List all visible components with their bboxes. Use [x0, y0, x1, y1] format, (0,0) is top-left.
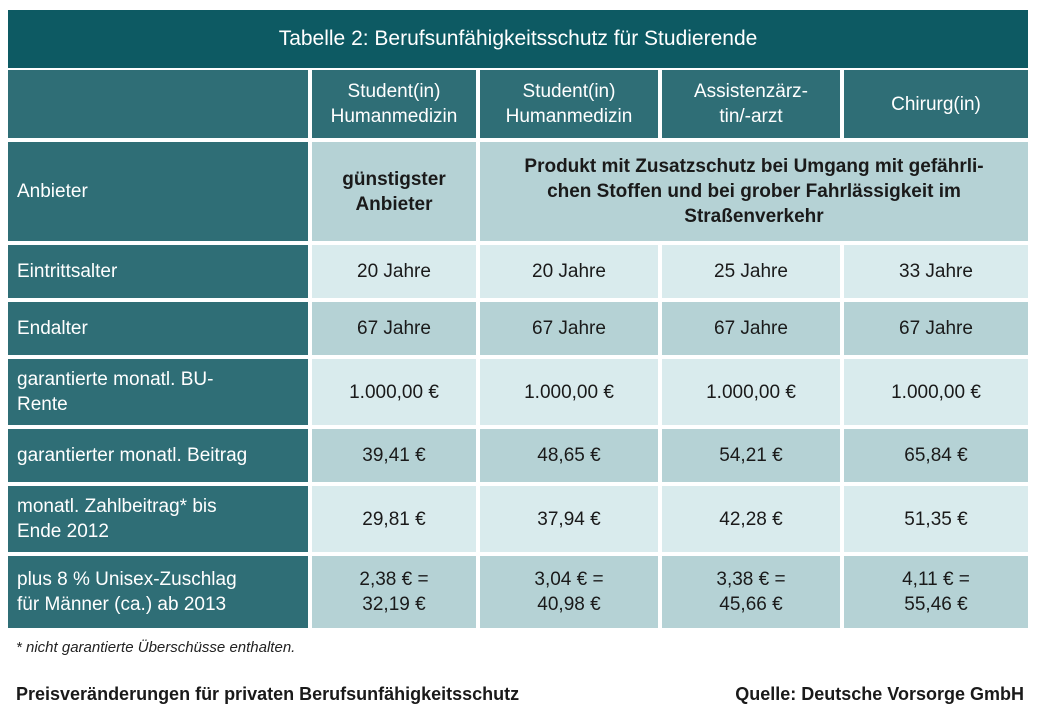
row-label-payment-premium: monatl. Zahlbeitrag* bis Ende 2012: [8, 486, 308, 552]
table-cell: 1.000,00 €: [312, 359, 476, 425]
table-cell: 65,84 €: [844, 429, 1028, 482]
table-cell: 1.000,00 €: [844, 359, 1028, 425]
table-cell: 48,65 €: [480, 429, 658, 482]
table-cell: 37,94 €: [480, 486, 658, 552]
column-header: Chirurg(in): [844, 70, 1028, 138]
footnote: * nicht garantierte Überschüsse enthalten.: [16, 639, 296, 656]
row-label-entry-age: Eintrittsalter: [8, 245, 308, 298]
table-cell: 3,38 € = 45,66 €: [662, 556, 840, 628]
column-header: Assistenzärz- tin/-arzt: [662, 70, 840, 138]
table-cell: 20 Jahre: [312, 245, 476, 298]
table-cell: 39,41 €: [312, 429, 476, 482]
table-cell: 33 Jahre: [844, 245, 1028, 298]
table-cell: 4,11 € = 55,46 €: [844, 556, 1028, 628]
column-header: Student(in) Humanmedizin: [480, 70, 658, 138]
table-cell: 2,38 € = 32,19 €: [312, 556, 476, 628]
table-cell: 25 Jahre: [662, 245, 840, 298]
provider-product-description: Produkt mit Zusatzschutz bei Umgang mit gefährli- chen Stoffen und bei grober Fahrlässigkeit im Straßenverkehr: [480, 142, 1028, 241]
table-cell: 67 Jahre: [480, 302, 658, 355]
table-cell: 67 Jahre: [844, 302, 1028, 355]
table-cell: 54,21 €: [662, 429, 840, 482]
source-credit: Quelle: Deutsche Vorsorge GmbH: [735, 684, 1024, 704]
table-cell: 1.000,00 €: [662, 359, 840, 425]
provider-cheapest: günstigster Anbieter: [312, 142, 476, 241]
table-cell: 42,28 €: [662, 486, 840, 552]
row-label-bu-pension: garantierte monatl. BU- Rente: [8, 359, 308, 425]
table-cell: 20 Jahre: [480, 245, 658, 298]
table-cell: 67 Jahre: [662, 302, 840, 355]
table-cell: 67 Jahre: [312, 302, 476, 355]
table-cell: 29,81 €: [312, 486, 476, 552]
table-cell: 3,04 € = 40,98 €: [480, 556, 658, 628]
caption: Preisveränderungen für privaten Berufsunfähigkeitsschutz: [16, 684, 520, 704]
table-cell: 1.000,00 €: [480, 359, 658, 425]
row-label-end-age: Endalter: [8, 302, 308, 355]
insurance-table: [8, 10, 1028, 628]
table-title: Tabelle 2: Berufsunfähigkeitsschutz für Studierende: [8, 10, 1028, 68]
row-label-provider: Anbieter: [8, 142, 308, 241]
table-cell: 51,35 €: [844, 486, 1028, 552]
header-corner-cell: [8, 70, 308, 138]
row-label-unisex-surcharge: plus 8 % Unisex-Zuschlag für Männer (ca.) ab 2013: [8, 556, 308, 628]
row-label-guaranteed-premium: garantierter monatl. Beitrag: [8, 429, 308, 482]
column-header: Student(in) Humanmedizin: [312, 70, 476, 138]
